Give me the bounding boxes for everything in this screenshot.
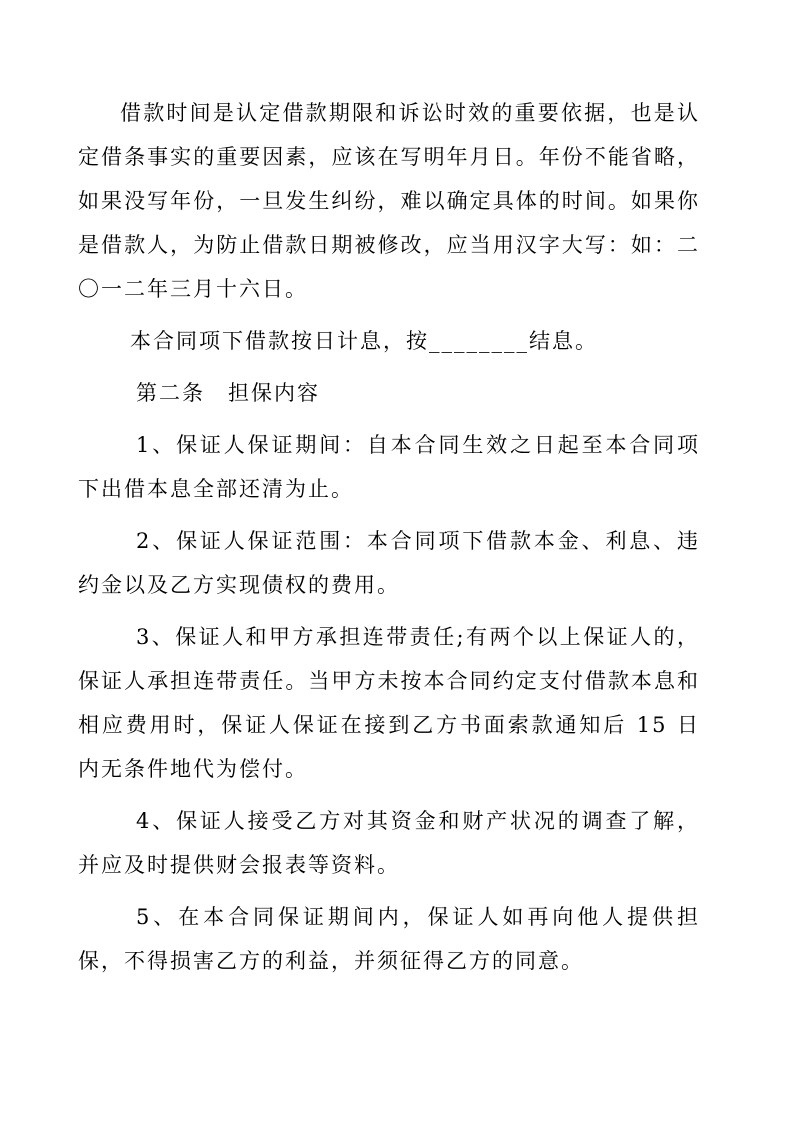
- paragraph: 3、保证人和甲方承担连带责任;有两个以上保证人的，保证人承担连带责任。当甲方未按本合同约定支付借款本息和相应费用时，保证人保证在接到乙方书面索款通知后 15 日内无条件地代为偿付。: [78, 625, 700, 781]
- paragraph: 4、保证人接受乙方对其资金和财产状况的调查了解，并应及时提供财会报表等资料。: [78, 809, 700, 877]
- paragraph: 5、在本合同保证期间内，保证人如再向他人提供担保，不得损害乙方的利益，并须征得乙方的同意。: [78, 905, 700, 973]
- paragraph: 2、保证人保证范围：本合同项下借款本金、利息、违约金以及乙方实现债权的费用。: [78, 529, 700, 597]
- section-heading: 第二条 担保内容: [136, 381, 320, 405]
- paragraph: 本合同项下借款按日计息，按________结息。: [130, 329, 598, 353]
- paragraph: 借款时间是认定借款期限和诉讼时效的重要依据，也是认定借条事实的重要因素，应该在写明年月日。年份不能省略，如果没写年份，一旦发生纠纷，难以确定具体的时间。如果你是借款人，为防止借款日期被修改，应当用汉字大写：如：二〇一二年三月十六日。: [78, 101, 700, 301]
- contract-body: [78, 91, 700, 983]
- paragraph: 1、保证人保证期间：自本合同生效之日起至本合同项下出借本息全部还清为止。: [78, 433, 700, 501]
